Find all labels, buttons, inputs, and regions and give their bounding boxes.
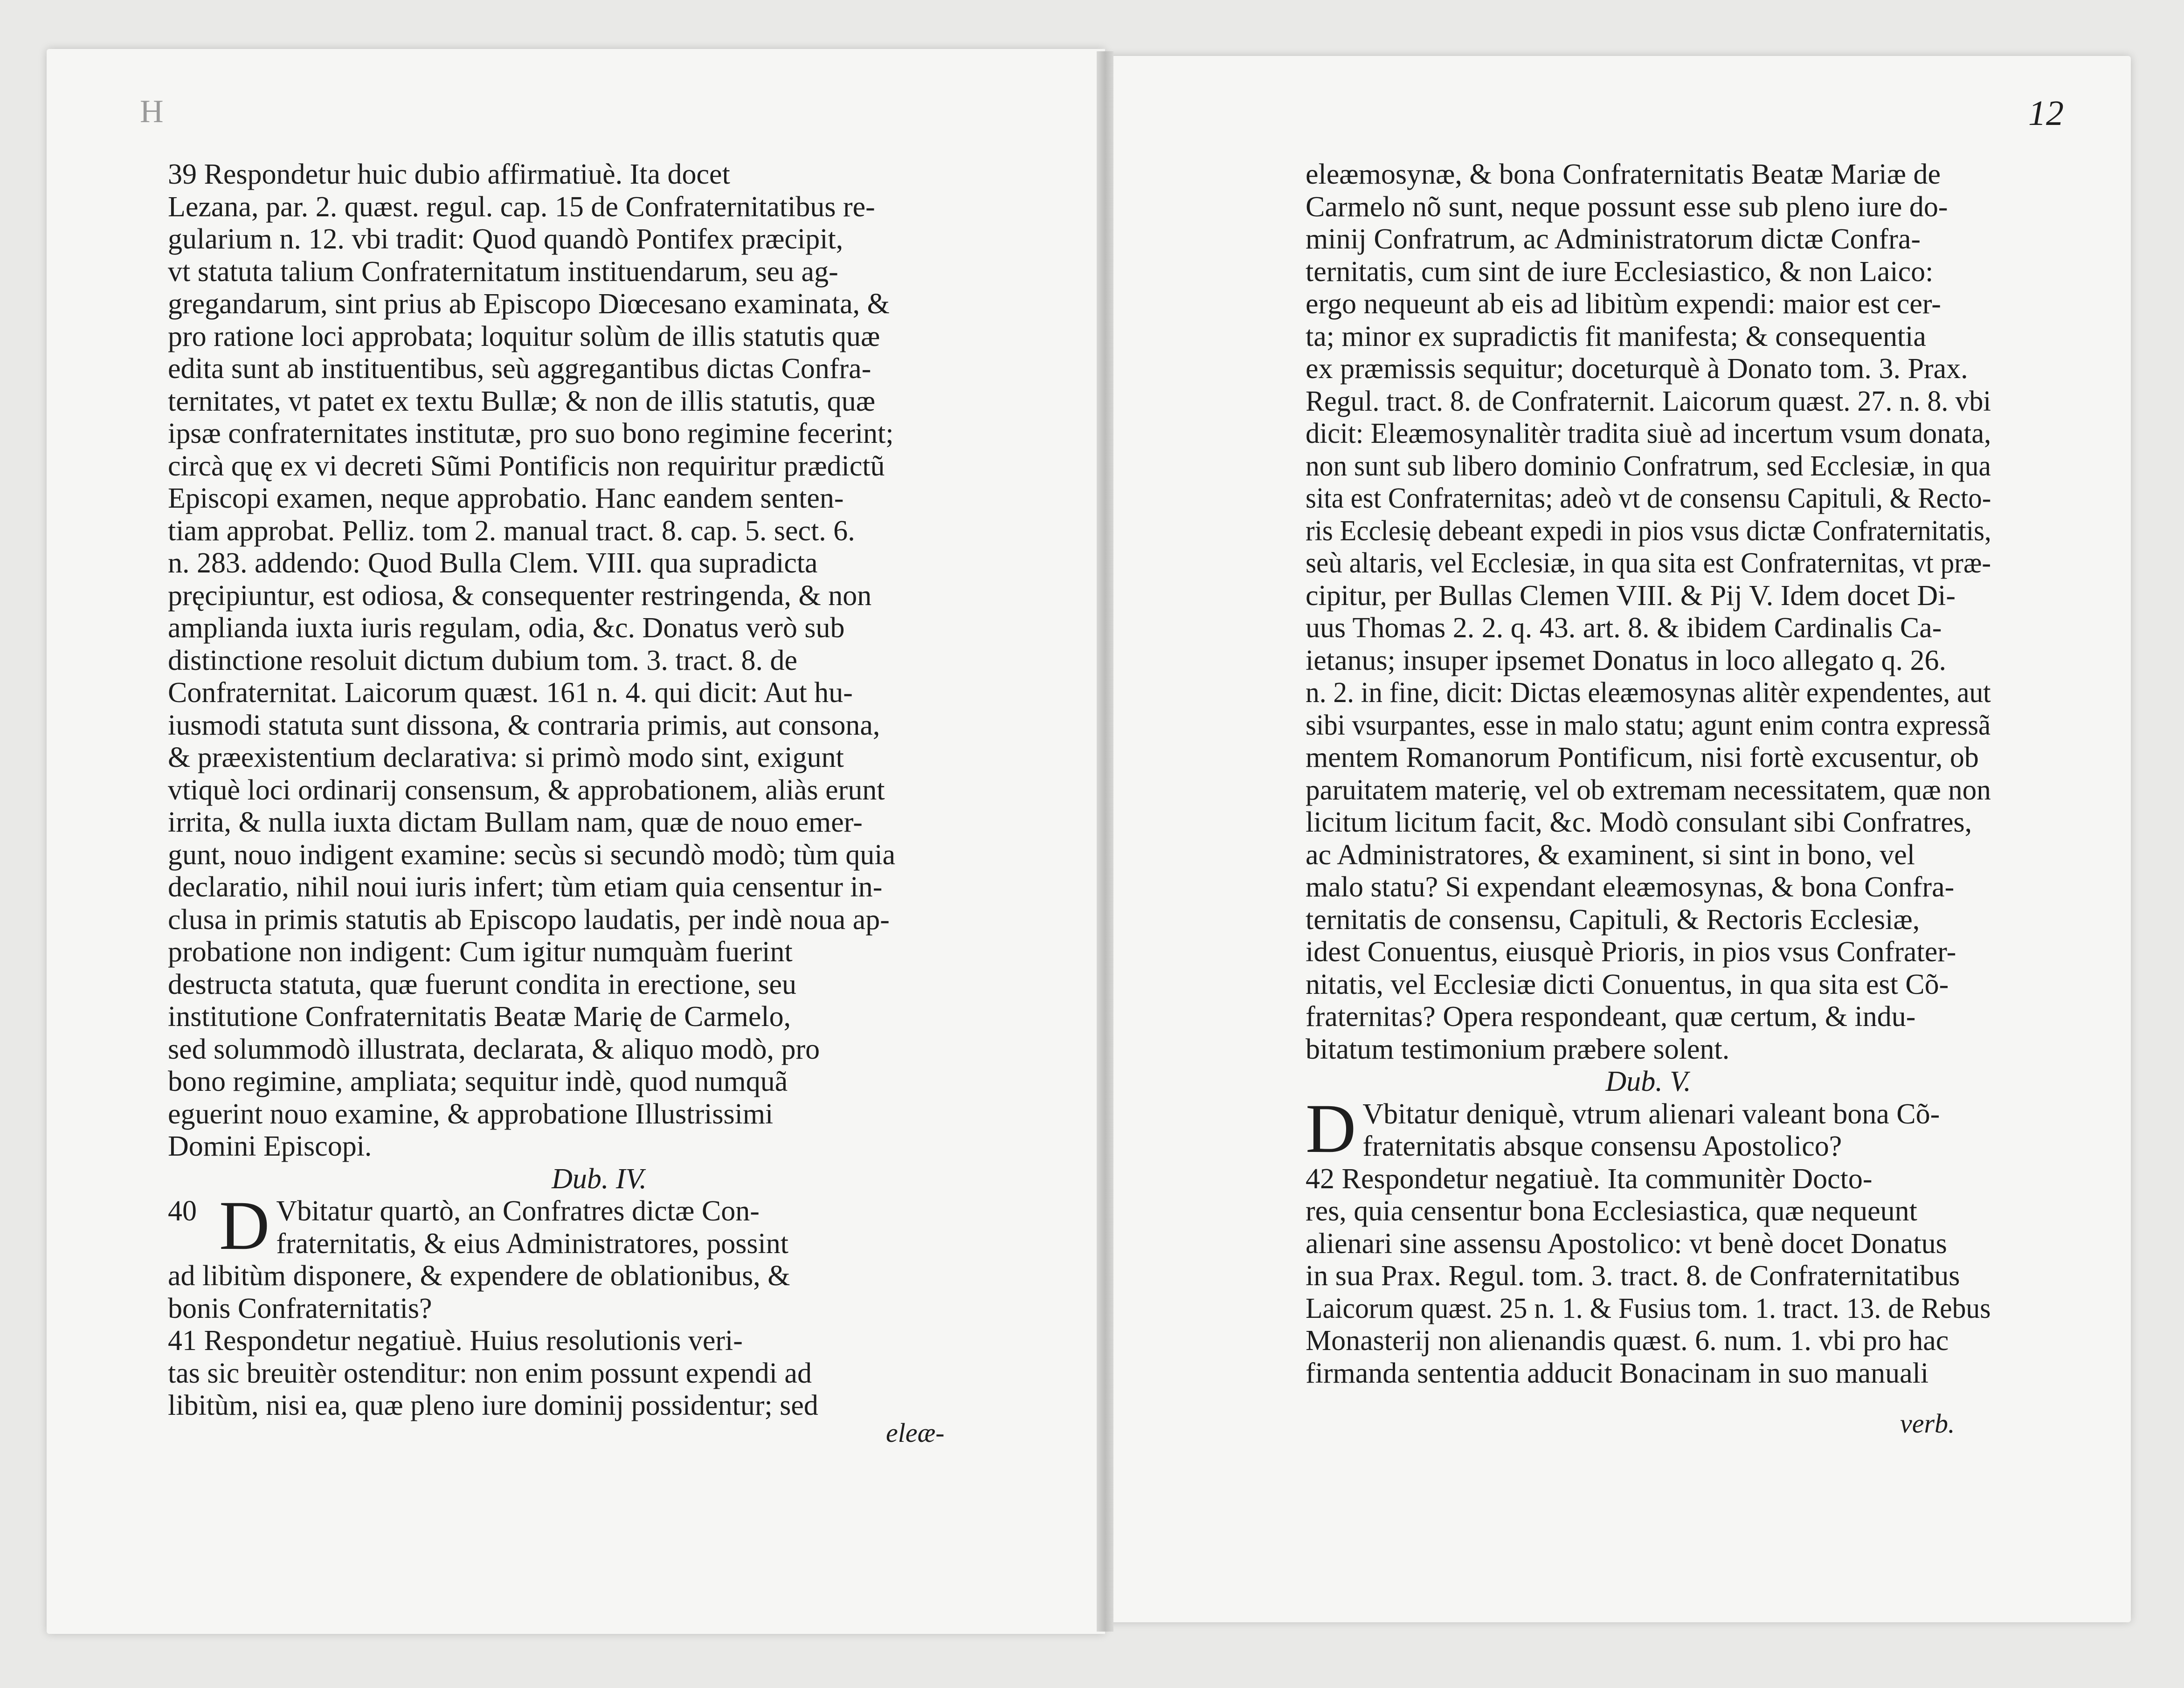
paragraph-40 (168, 1187, 1030, 1325)
text-line: ex præmissis sequitur; doceturquè à Donato tom. 3. Prax. (1306, 353, 1968, 385)
text-line: gularium n. 12. vbi tradit: Quod quandò Pontifex præcipit, (168, 223, 843, 255)
paragraph-40-lines (168, 1260, 1030, 1325)
text-line: Regul. tract. 8. de Confraternit. Laicorum quæst. 27. n. 8. vbi (1306, 385, 1991, 417)
text-line: non sunt sub libero dominio Confratrum, sed Ecclesiæ, in qua (1306, 450, 1991, 482)
text-line: paruitatem materię, vel ob extremam necessitatem, quæ non (1306, 774, 1991, 806)
text-line: bono regimine, ampliata; sequitur indè, quod numquã (168, 1066, 788, 1097)
text-line: ac Administratores, & examinent, si sint in bono, vel (1306, 839, 1915, 871)
text-line: Carmelo nõ sunt, neque possunt esse sub pleno iure do- (1306, 191, 1948, 223)
text-line: mentem Romanorum Pontificum, nisi fortè excusentur, ob (1306, 742, 1979, 773)
text-line: idest Conuentus, eiusquè Prioris, in pios vsus Confrater- (1306, 936, 1956, 968)
text-line: circà quę ex vi decreti Sũmi Pontificis non requiritur prædictũ (168, 450, 885, 482)
text-line: ternitates, vt patet ex textu Bullæ; & non de illis statutis, quæ (168, 385, 876, 417)
right-text-column (1306, 158, 1991, 1390)
text-line: cipitur, per Bullas Clemen VIII. & Pij V. Idem docet Di- (1306, 579, 1956, 612)
text-line: fraternitatis, & eius Administratores, possint (276, 1227, 788, 1260)
text-line: bitatum testimonium præbere solent. (1306, 1033, 1730, 1065)
text-line: amplianda iuxta iuris regulam, odia, &c. Donatus verò sub (168, 612, 845, 644)
text-line: ternitatis, cum sint de iure Ecclesiastico, & non Laico: (1306, 255, 1934, 288)
dub-v-paragraph (1306, 1089, 1991, 1167)
text-line: 42 Respondetur negatiuè. Ita communitèr Docto- (1306, 1163, 1873, 1195)
paragraph-41 (168, 1325, 1030, 1422)
text-line: alienari sine assensu Apostolico: vt benè docet Donatus (1306, 1227, 1947, 1260)
text-line: gregandarum, sint prius ab Episcopo Diœcesano examinata, & (168, 288, 890, 320)
text-line: in sua Prax. Regul. tom. 3. tract. 8. de Confraternitatibus (1306, 1260, 1960, 1292)
text-line: dicit: Eleæmosynalitèr tradita siuè ad incertum vsum donata, (1306, 418, 1991, 449)
drop-cap-d: D (219, 1187, 270, 1264)
paragraph-40-dropcap-lines (276, 1195, 788, 1260)
text-line: Laicorum quæst. 25 n. 1. & Fusius tom. 1. tract. 13. de Rebus (1306, 1292, 1991, 1324)
text-line: 41 Respondetur negatiuè. Huius resolutionis veri- (168, 1325, 743, 1357)
text-line: Lezana, par. 2. quæst. regul. cap. 15 de Confraternitatibus re- (168, 191, 875, 223)
text-line: irrita, & nulla iuxta dictam Bullam nam, quæ de nouo emer- (168, 806, 863, 838)
text-line: Confraternitat. Laicorum quæst. 161 n. 4. qui dicit: Aut hu- (168, 677, 853, 709)
text-line: gunt, nouo indigent examine: secùs si secundò modò; tùm quia (168, 839, 896, 871)
text-line: minij Confratrum, ac Administratorum dictæ Confra- (1306, 223, 1921, 255)
text-line: n. 2. in fine, dicit: Dictas eleæmosynas alitèr expendentes, aut (1306, 677, 1991, 709)
text-line: tas sic breuitèr ostenditur: non enim possunt expendi ad (168, 1357, 812, 1389)
text-line: res, quia censentur bona Ecclesiastica, quæ nequeunt (1306, 1195, 1917, 1227)
text-line: pręcipiuntur, est odiosa, & consequenter restringenda, & non (168, 579, 872, 612)
text-line: destructa statuta, quæ fuerunt condita in erectione, seu (168, 968, 797, 1000)
paragraph-42 (1306, 1163, 1991, 1390)
text-line: sita est Confraternitas; adeò vt de consensu Capituli, & Recto- (1306, 482, 1991, 514)
text-line: fraternitas? Opera respondeant, quæ certum, & indu- (1306, 1001, 1916, 1033)
book-gutter (1097, 51, 1113, 1632)
text-line: tiam approbat. Pelliz. tom 2. manual tract. 8. cap. 5. sect. 6. (168, 515, 855, 547)
text-line: 39 Respondetur huic dubio affirmatiuè. Ita docet (168, 158, 730, 190)
text-line: declaratio, nihil noui iuris infert; tùm etiam quia censentur in- (168, 871, 883, 903)
text-line: Domini Episcopi. (168, 1130, 372, 1162)
text-line: ad libitùm disponere, & expendere de oblationibus, & (168, 1260, 790, 1292)
text-line: vtiquè loci ordinarij consensum, & approbationem, aliàs erunt (168, 774, 885, 806)
text-line: ietanus; insuper ipsemet Donatus in loco allegato q. 26. (1306, 644, 1947, 676)
left-body-lines (168, 158, 1030, 1163)
text-line: Vbitatur deniquè, vtrum alienari valeant bona Cõ- (1362, 1098, 1940, 1130)
text-line: pro ratione loci approbata; loquitur solùm de illis statutis quæ (168, 320, 880, 352)
text-line: vt statuta talium Confraternitatum instituendarum, seu ag- (168, 255, 838, 288)
text-line: probatione non indigent: Cum igitur numquàm fuerint (168, 936, 793, 968)
text-line: ipsæ confraternitates institutæ, pro suo bono regimine fecerint; (168, 418, 894, 449)
text-line: nitatis, vel Ecclesiæ dicti Conuentus, in qua sita est Cõ- (1306, 968, 1949, 1000)
right-body-lines (1306, 158, 1991, 1066)
left-page-mark: H (140, 94, 164, 130)
left-text-column (168, 158, 1030, 1422)
text-line: licitum licitum facit, &c. Modò consulant sibi Confratres, (1306, 806, 1972, 838)
text-line: n. 283. addendo: Quod Bulla Clem. VIII. qua supradicta (168, 547, 818, 579)
text-line: sed solummodò illustrata, declarata, & aliquo modò, pro (168, 1033, 820, 1065)
text-line: eguerint nouo examine, & approbatione Illustrissimi (168, 1098, 774, 1130)
text-line: bonis Confraternitatis? (168, 1292, 432, 1324)
dub-v-heading: Dub. V. (1605, 1066, 1691, 1097)
text-line: ris Ecclesię debeant expedi in pios vsus dictæ Confraternitatis, (1306, 515, 1991, 547)
text-line: uus Thomas 2. 2. q. 43. art. 8. & ibidem Cardinalis Ca- (1306, 612, 1942, 644)
text-line: sibi vsurpantes, esse in malo statu; agunt enim contra expressã (1306, 709, 1991, 741)
text-line: libitùm, nisi ea, quæ pleno iure dominij possidentur; sed (168, 1390, 818, 1421)
text-line: malo statu? Si expendant eleæmosynas, & bona Confra- (1306, 871, 1955, 903)
folio-number: 12 (2028, 94, 2064, 133)
text-line: edita sunt ab instituentibus, seù aggregantibus dictas Confra- (168, 353, 871, 385)
text-line: iusmodi statuta sunt dissona, & contraria primis, aut consona, (168, 709, 880, 741)
dub-v-dropcap-lines (1362, 1098, 1940, 1163)
right-catchword: verb. (1900, 1408, 1955, 1439)
text-line: eleæmosynæ, & bona Confraternitatis Beatæ Mariæ de (1306, 158, 1941, 190)
dub-iv-heading: Dub. IV. (552, 1163, 647, 1195)
drop-cap-d-right: D (1306, 1089, 1356, 1167)
text-line: ta; minor ex supradictis fit manifesta; & consequentia (1306, 320, 1926, 352)
text-line: seù altaris, vel Ecclesiæ, in qua sita est Confraternitas, vt præ- (1306, 547, 1991, 579)
paragraph-40-number: 40 (168, 1195, 197, 1227)
text-line: & præexistentium declarativa: si primò modo sint, exigunt (168, 742, 844, 773)
text-line: distinctione resoluit dictum dubium tom. 3. tract. 8. de (168, 644, 798, 676)
text-line: ternitatis de consensu, Capituli, & Rectoris Ecclesiæ, (1306, 903, 1920, 936)
text-line: clusa in primis statutis ab Episcopo laudatis, per indè noua ap- (168, 903, 890, 936)
text-line: ergo nequeunt ab eis ad libitùm expendi: maior est cer- (1306, 288, 1941, 320)
text-line: Monasterij non alienandis quæst. 6. num. 1. vbi pro hac (1306, 1325, 1949, 1357)
left-catchword: eleæ- (886, 1418, 945, 1448)
text-line: Vbitatur quartò, an Confratres dictæ Con- (276, 1195, 760, 1227)
text-line: fraternitatis absque consensu Apostolico? (1362, 1130, 1842, 1162)
text-line: institutione Confraternitatis Beatæ Marię de Carmelo, (168, 1001, 791, 1033)
text-line: firmanda sententia adducit Bonacinam in suo manuali (1306, 1357, 1929, 1389)
text-line: Episcopi examen, neque approbatio. Hanc eandem senten- (168, 482, 844, 514)
